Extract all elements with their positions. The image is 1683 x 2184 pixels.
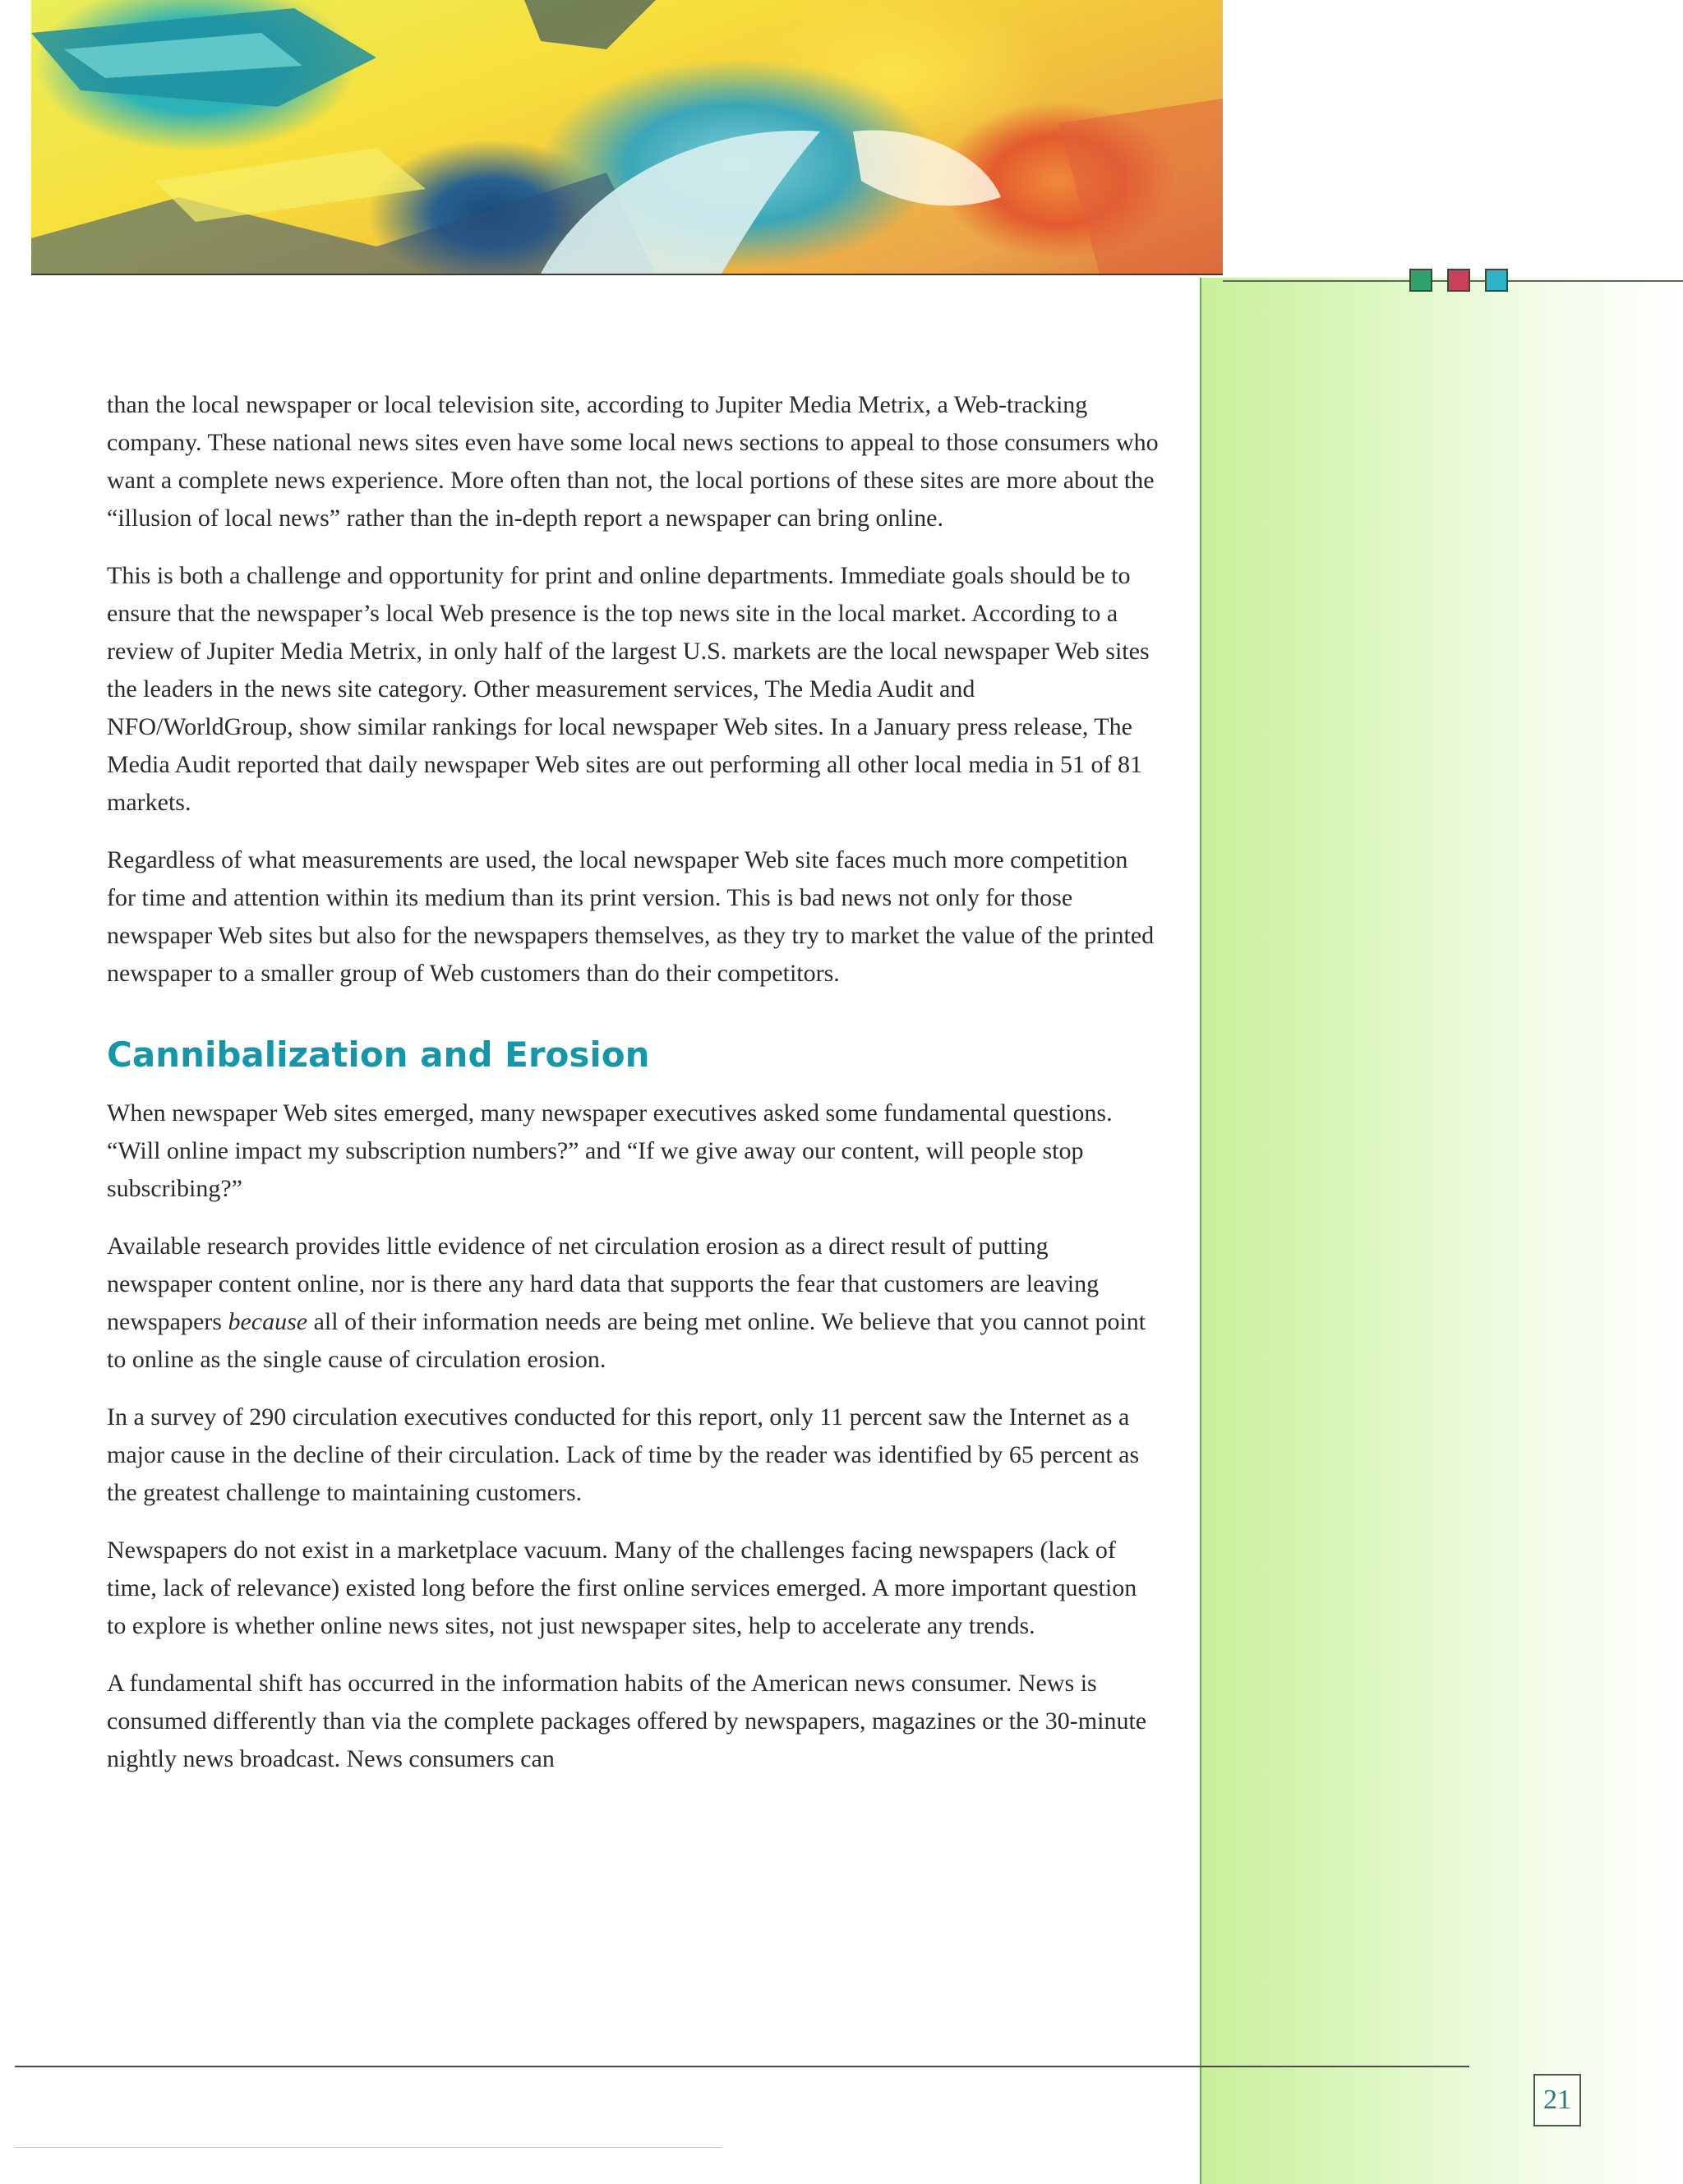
bottom-rule xyxy=(15,2066,1469,2067)
paragraph: A fundamental shift has occurred in the information habits of the American news consumer. News is consumed differently than via the complete packages offered by newspapers, magazines or the 30-minute nightly news broadcast. News consumers can xyxy=(107,1670,1147,1772)
text-run: all of their information needs are being met online. We believe that you cannot point to online as the single cause of circulation erosion. xyxy=(107,1308,1146,1373)
paragraph xyxy=(107,1228,1159,1379)
square-cyan xyxy=(1485,269,1508,292)
page-number: 21 xyxy=(1533,2074,1581,2126)
article-body xyxy=(107,386,1159,1798)
paragraph: When newspaper Web sites emerged, many newspaper executives asked some fundamental questions. “Will online impact my subscription numbers?” and “If we give away our content, will people stop subscribing?” xyxy=(107,1099,1113,1202)
bottom-rule-light xyxy=(15,2147,722,2148)
side-panel xyxy=(1200,278,1683,2184)
paragraph: Newspapers do not exist in a marketplace vacuum. Many of the challenges facing newspapers (lack of time, lack of relevance) existed long before the first online services emerged. A more important question to explore is whether online news sites, not just newspaper sites, help to accelerate any trends. xyxy=(107,1537,1137,1639)
square-red xyxy=(1447,269,1470,292)
emphasis: because xyxy=(228,1308,308,1335)
header-artwork xyxy=(31,0,1223,274)
paragraph: In a survey of 290 circulation executives conducted for this report, only 11 percent saw the Internet as a major cause in the decline of their circulation. Lack of time by the reader was identified by 65 percent as the greatest challenge to maintaining customers. xyxy=(107,1403,1140,1506)
top-rule xyxy=(31,274,1223,275)
text-run: Available research provides little evidence of net circulation erosion as a direct result of putting newspaper content online, nor is there any hard data that supports the fear that customers are leaving newspapers xyxy=(107,1233,1100,1335)
square-green xyxy=(1409,269,1432,292)
section-heading: Cannibalization and Erosion xyxy=(107,1034,650,1075)
three-squares-icon xyxy=(1409,269,1508,292)
paragraph: than the local newspaper or local television site, according to Jupiter Media Metrix, a Web-tracking company. These national news sites even have some local news sections to appeal to those consumers who want a complete news experience. More often than not, the local portions of these sites are more about the “illusion of local news” rather than the in-depth report a newspaper can bring online. xyxy=(107,391,1159,532)
paragraph: Regardless of what measurements are used, the local newspaper Web site faces much more competition for time and attention within its medium than its print version. This is bad news not only for those newspaper Web sites but also for the newspapers themselves, as they try to market the value of the printed newspaper to a smaller group of Web customers than do their competitors. xyxy=(107,846,1155,987)
artwork-shapes xyxy=(31,0,1223,274)
paragraph: This is both a challenge and opportunity for print and online departments. Immediate goals should be to ensure that the newspaper’s local Web presence is the top news site in the local market. According to a review of Jupiter Media Metrix, in only half of the largest U.S. markets are the local newspaper Web sites the leaders in the news site category. Other measurement services, The Media Audit and NFO/WorldGroup, show similar rankings for local newspaper Web sites. In a January press release, The Media Audit reported that daily newspaper Web sites are out performing all other local media in 51 of 81 markets. xyxy=(107,562,1150,816)
